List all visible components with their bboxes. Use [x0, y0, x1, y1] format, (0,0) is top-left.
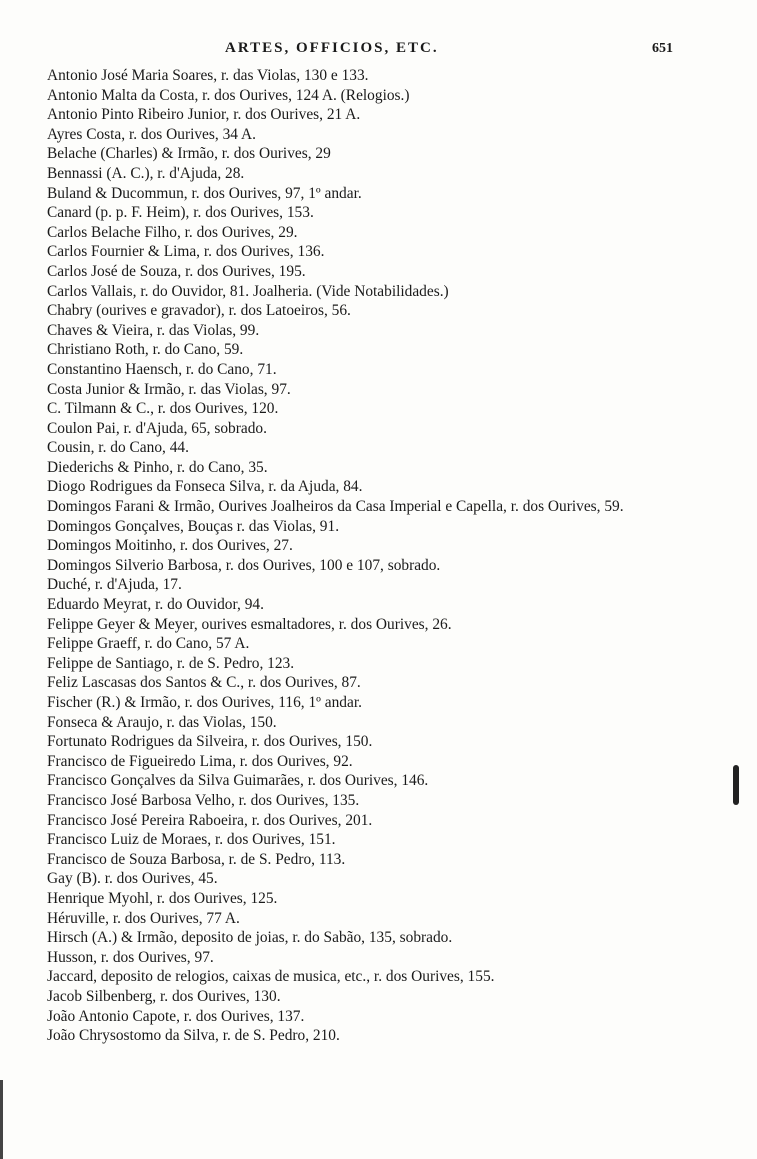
directory-entry: Carlos Fournier & Lima, r. dos Ourives, 136.: [47, 243, 325, 261]
directory-entry: Francisco José Barbosa Velho, r. dos Ourives, 135.: [47, 791, 360, 809]
directory-entry: Buland & Ducommun, r. dos Ourives, 97, 1º andar.: [47, 184, 362, 202]
directory-entry: Antonio José Maria Soares, r. das Violas, 130 e 133.: [47, 67, 369, 84]
directory-entry: João Chrysostomo da Silva, r. de S. Pedro, 210.: [47, 1027, 340, 1045]
directory-entry: C. Tilmann & C., r. dos Ourives, 120.: [47, 400, 279, 418]
directory-entry: Christiano Roth, r. do Cano, 59.: [47, 341, 244, 359]
directory-entry: Fischer (R.) & Irmão, r. dos Ourives, 116, 1º andar.: [47, 694, 362, 711]
directory-entry: Felippe Graeff, r. do Cano, 57 A.: [47, 635, 250, 653]
running-head: [0, 40, 757, 62]
directory-list: [47, 66, 697, 1046]
page-number: 651: [652, 41, 673, 56]
directory-entry: Canard (p. p. F. Heim), r. dos Ourives, 153.: [47, 204, 314, 222]
directory-entry: Domingos Silverio Barbosa, r. dos Ourives, 100 e 107, sobrado.: [47, 556, 441, 574]
directory-entry: Chaves & Vieira, r. das Violas, 99.: [47, 321, 260, 339]
directory-entry: Diogo Rodrigues da Fonseca Silva, r. da Ajuda, 84.: [47, 478, 363, 496]
directory-entry: Henrique Myohl, r. dos Ourives, 125.: [47, 889, 278, 907]
directory-entry: Francisco de Souza Barbosa, r. de S. Pedro, 113.: [47, 850, 346, 868]
directory-entry: Francisco Luiz de Moraes, r. dos Ourives, 151.: [47, 831, 336, 849]
directory-entry: Costa Junior & Irmão, r. das Violas, 97.: [47, 380, 291, 398]
directory-entry: Diederichs & Pinho, r. do Cano, 35.: [47, 458, 268, 476]
directory-entry: Domingos Gonçalves, Bouças r. das Violas, 91.: [47, 517, 340, 535]
directory-entry: Belache (Charles) & Irmão, r. dos Ourives, 29: [47, 145, 331, 163]
directory-entry: Antonio Pinto Ribeiro Junior, r. dos Ourives, 21 A.: [47, 106, 361, 124]
directory-entry: Fonseca & Araujo, r. das Violas, 150.: [47, 713, 277, 731]
directory-entry: Carlos Belache Filho, r. dos Ourives, 29.: [47, 223, 298, 241]
directory-entry: Constantino Haensch, r. do Cano, 71.: [47, 360, 277, 378]
directory-entry: Francisco José Pereira Raboeira, r. dos Ourives, 201.: [47, 811, 373, 829]
page-edge: [0, 1080, 3, 1159]
section-title: ARTES, OFFICIOS, ETC.: [225, 40, 439, 56]
directory-entry: Jacob Silbenberg, r. dos Ourives, 130.: [47, 987, 281, 1005]
directory-entry: Jaccard, deposito de relogios, caixas de musica, etc., r. dos Ourives, 155.: [47, 968, 495, 986]
directory-entry: Héruville, r. dos Ourives, 77 A.: [47, 909, 240, 927]
directory-entry: Fortunato Rodrigues da Silveira, r. dos Ourives, 150.: [47, 733, 373, 751]
directory-entry: Gay (B). r. dos Ourives, 45.: [47, 870, 218, 888]
directory-entry: Ayres Costa, r. dos Ourives, 34 A.: [47, 125, 256, 143]
directory-entry: Domingos Farani & Irmão, Ourives Joalheiros da Casa Imperial e Capella, r. dos Ourives, 59.: [47, 498, 624, 516]
directory-entry: Duché, r. d'Ajuda, 17.: [47, 576, 182, 594]
directory-entry: Hirsch (A.) & Irmão, deposito de joias, r. do Sabão, 135, sobrado.: [47, 929, 453, 947]
directory-entry: Feliz Lascasas dos Santos & C., r. dos Ourives, 87.: [47, 674, 361, 692]
directory-entry: Felippe Geyer & Meyer, ourives esmaltadores, r. dos Ourives, 26.: [47, 615, 452, 633]
directory-entry: Husson, r. dos Ourives, 97.: [47, 948, 214, 966]
directory-entry: Carlos Vallais, r. do Ouvidor, 81. Joalheria. (Vide Notabilidades.): [47, 282, 449, 300]
directory-entry: Chabry (ourives e gravador), r. dos Latoeiros, 56.: [47, 302, 351, 320]
directory-entry: Eduardo Meyrat, r. do Ouvidor, 94.: [47, 596, 264, 614]
directory-entry: João Antonio Capote, r. dos Ourives, 137.: [47, 1007, 305, 1025]
directory-entry: Francisco de Figueiredo Lima, r. dos Ourives, 92.: [47, 752, 353, 770]
directory-entry: Coulon Pai, r. d'Ajuda, 65, sobrado.: [47, 419, 267, 437]
directory-entry: Carlos José de Souza, r. dos Ourives, 195.: [47, 262, 306, 280]
directory-entry: Francisco Gonçalves da Silva Guimarães, r. dos Ourives, 146.: [47, 772, 429, 790]
binding-mark: [733, 765, 739, 805]
directory-entry: Felippe de Santiago, r. de S. Pedro, 123.: [47, 654, 295, 672]
directory-entry: Domingos Moitinho, r. dos Ourives, 27.: [47, 537, 293, 555]
directory-entry: Cousin, r. do Cano, 44.: [47, 439, 189, 457]
directory-entry: Antonio Malta da Costa, r. dos Ourives, 124 A. (Relogios.): [47, 86, 410, 104]
directory-entry: Bennassi (A. C.), r. d'Ajuda, 28.: [47, 164, 245, 182]
